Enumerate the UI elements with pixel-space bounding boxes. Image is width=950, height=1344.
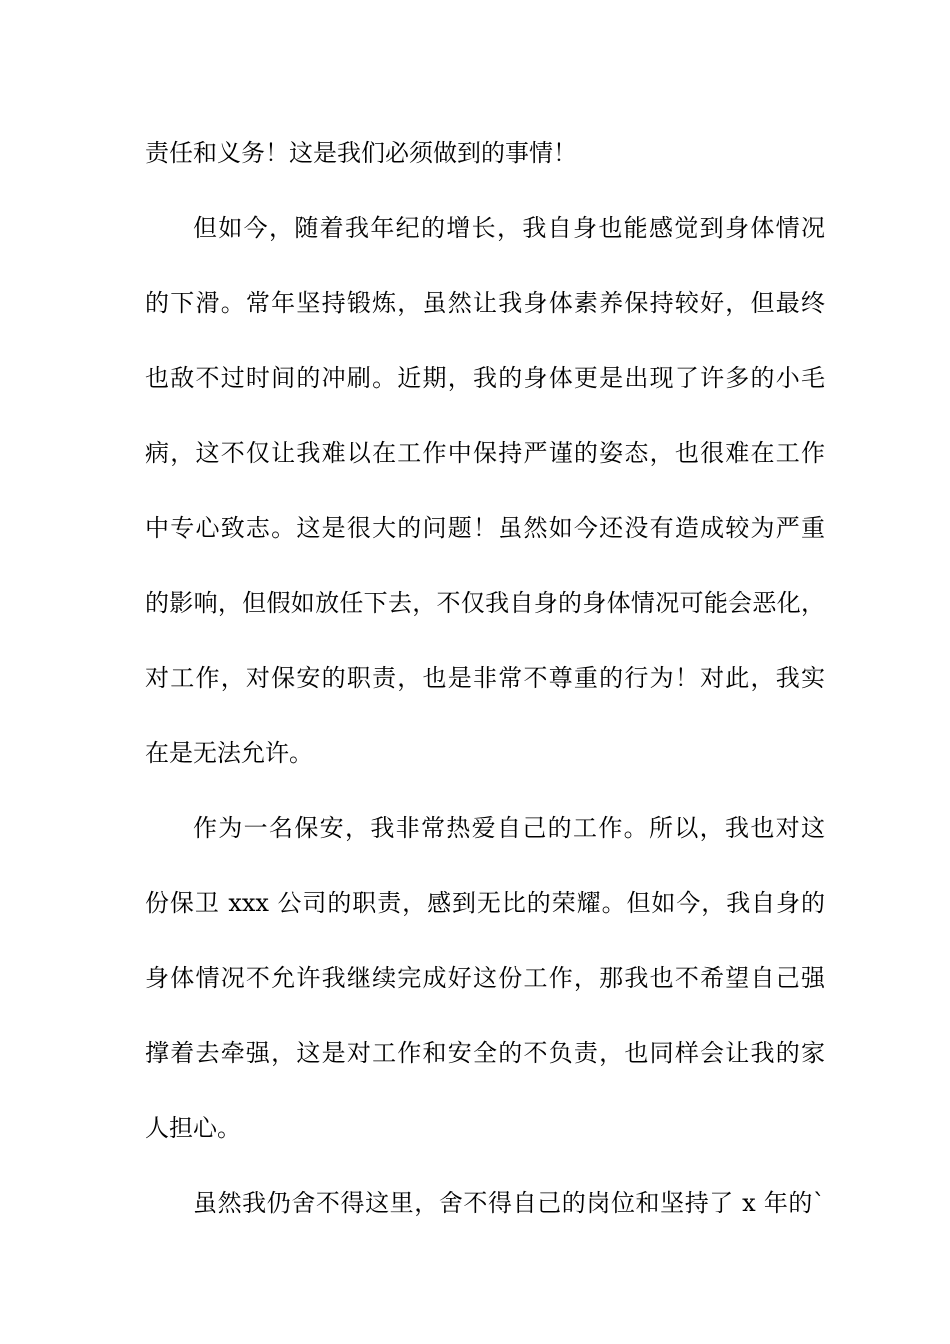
text-line: 份保卫 xxx 公司的职责，感到无比的荣耀。但如今，我自身的 (145, 889, 825, 917)
text-line: 中专心致志。这是很大的问题！虽然如今还没有造成较为严重 (145, 514, 825, 542)
text-line: 身体情况不允许我继续完成好这份工作，那我也不希望自己强 (145, 964, 825, 992)
text-line: 责任和义务！这是我们必须做到的事情！ (145, 139, 577, 167)
text-line: 的影响，但假如放任下去，不仅我自身的身体情况可能会恶化， (145, 589, 825, 617)
text-line: 作为一名保安，我非常热爱自己的工作。所以，我也对这 (193, 814, 825, 842)
document-body (145, 116, 825, 1241)
text-line: 也敌不过时间的冲刷。近期，我的身体更是出现了许多的小毛 (145, 364, 825, 392)
text-line: 病，这不仅让我难以在工作中保持严谨的姿态，也很难在工作 (145, 439, 825, 467)
text-line: 但如今，随着我年纪的增长，我自身也能感觉到身体情况 (193, 214, 825, 242)
text-line: 的下滑。常年坚持锻炼，虽然让我身体素养保持较好，但最终 (145, 289, 825, 317)
text-line: 人担心。 (145, 1114, 241, 1142)
text-line: 对工作，对保安的职责，也是非常不尊重的行为！对此，我实 (145, 664, 825, 692)
text-line: 虽然我仍舍不得这里，舍不得自己的岗位和坚持了 x 年的` (193, 1189, 825, 1217)
text-line: 在是无法允许。 (145, 739, 313, 767)
text-line: 撑着去牵强，这是对工作和安全的不负责，也同样会让我的家 (145, 1039, 825, 1067)
